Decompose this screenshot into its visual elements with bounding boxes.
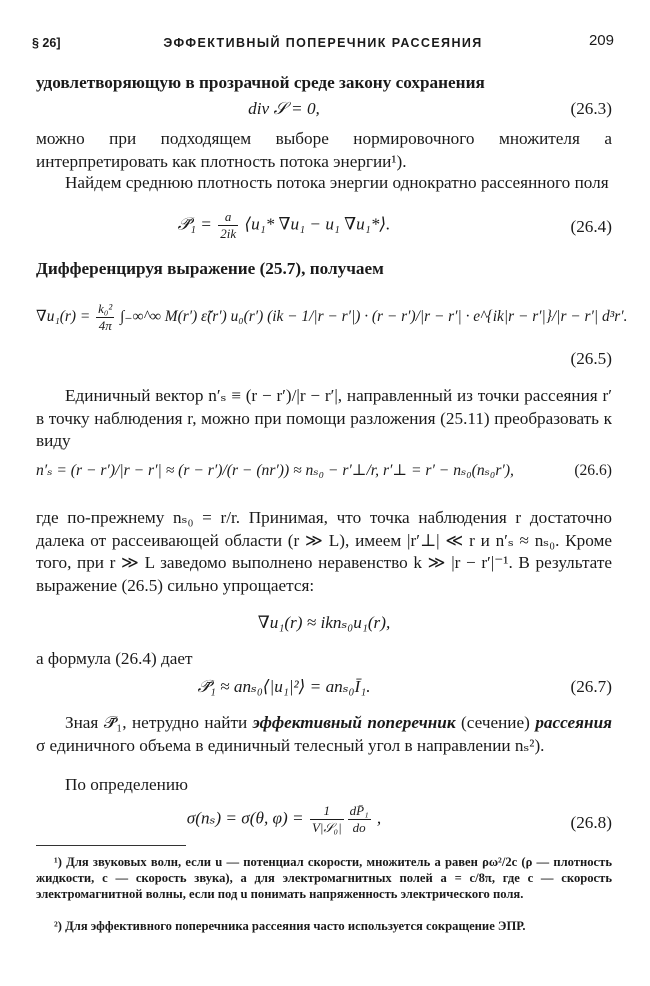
running-title: ЭФФЕКТИВНЫЙ ПОПЕРЕЧНИК РАССЕЯНИЯ xyxy=(163,36,483,50)
equation-formula: 𝒫̄₁ ≈ anₛ₀⟨|u₁|²⟩ = anₛ₀Ī₁. xyxy=(197,677,371,696)
equation-formula: div 𝒮 = 0, xyxy=(248,99,320,118)
equation-number: (26.5) xyxy=(570,349,612,368)
equation-number: (26.8) xyxy=(570,813,612,832)
fraction-numerator: dP̄₁ xyxy=(349,803,369,818)
text-run: (сечение) xyxy=(455,713,536,732)
equation-26-5 xyxy=(36,292,628,354)
paragraph-4: Дифференцируя выражение (25.7), получаем xyxy=(36,259,384,278)
paragraph-3: Найдем среднюю плотность потока энергии однократно рассеянного поля xyxy=(65,173,609,192)
fraction-denominator: 4π xyxy=(98,318,112,333)
equation-26-8 xyxy=(36,804,612,848)
fraction xyxy=(310,804,344,835)
text-run: Зная 𝒫̄₁, нетрудно найти xyxy=(65,713,253,732)
fraction xyxy=(96,302,114,333)
equation-26-5-number-row xyxy=(36,348,612,372)
fraction-numerator: 1 xyxy=(310,804,344,820)
equation-26-6 xyxy=(36,460,612,502)
equation-formula xyxy=(36,804,532,835)
formula-right: ⟨u₁* ∇u₁ − u₁ ∇u₁*⟩. xyxy=(240,214,391,234)
running-header xyxy=(32,30,614,52)
footnote-2: ²) Для эффективного поперечника рассеяния часто используется сокращение ЭПР. xyxy=(54,919,526,933)
equation-formula: ∇u₁(r) ≈ iknₛ₀u₁(r), xyxy=(257,613,391,632)
equation-formula xyxy=(36,210,532,241)
formula-right: ∫₋∞^∞ M(r′) ε̃(r′) u₀(r′) (ik − 1/|r − r′|) · (r − r′)/|r − r′| · e^{ik|r − r′|}/|r − r′| d³r′. xyxy=(116,308,628,326)
fraction-numerator: a xyxy=(218,210,238,226)
equation-26-4 xyxy=(36,209,612,254)
equation-formula xyxy=(36,301,628,333)
equation-number: (26.3) xyxy=(570,99,612,118)
equation-number: (26.4) xyxy=(570,217,612,236)
equation-formula: n′ₛ = (r − r′)/|r − r′| ≈ (r − r′)/(r − (nr′)) ≈ nₛ₀ − r′⊥/r, r′⊥ = r′ − nₛ₀(nₛ₀r′), xyxy=(36,462,514,479)
paragraph-1: удовлетворяющую в прозрачной среде закону сохранения xyxy=(36,73,485,92)
paragraph-2: можно при подходящем выборе нормировочного множителя a интерпретировать как плотность потока энергии¹). xyxy=(36,129,612,171)
emphasized-term: эффективный поперечник xyxy=(252,713,456,732)
paragraph-6: где по-прежнему nₛ₀ = r/r. Принимая, что точка наблюдения r достаточно далека от рассеивающей области (r ≫ L), имеем |r′⊥| ≪ r и n′ₛ ≈ nₛ₀. Кроме того, при r ≫ L заведомо выполнено неравенство k ≫ |r − r′|⁻¹. В результате выражение (26.5) сильно упрощается: xyxy=(36,508,612,595)
formula-left: 𝒫̄₁ = xyxy=(177,214,217,234)
text-run: σ единичного объема в единичный телесный угол в направлении nₛ²). xyxy=(36,735,545,755)
equation-number: (26.6) xyxy=(574,462,612,479)
page-number: 209 xyxy=(588,32,614,49)
equation-number: (26.7) xyxy=(570,677,612,696)
paragraph-9: По определению xyxy=(65,775,188,794)
fraction-denominator: 2ik xyxy=(220,226,237,241)
footnote-divider xyxy=(36,845,186,846)
formula-right: , xyxy=(372,808,382,828)
footnote-1: ¹) Для звуковых волн, если u — потенциал скорости, множитель a равен ρω²/2c (ρ — плотность жидкости, c — скорость звука), а для электромагнитных полей a = c/8π, где c — скорость электромагнитной волны, если под u понимать напряженность электрического поля. xyxy=(36,855,612,901)
paragraph-7: а формула (26.4) дает xyxy=(36,649,193,668)
emphasized-term: рассеяния xyxy=(535,713,612,732)
paragraph-8 xyxy=(36,712,612,757)
formula-left: σ(nₛ) = σ(θ, φ) = xyxy=(186,808,308,828)
fraction xyxy=(348,804,371,835)
section-marker: § 26] xyxy=(32,36,61,50)
paragraph-5: Единичный вектор n′ₛ ≡ (r − r′)/|r − r′|, направленный из точки рассеяния r′ в точку наблюдения r, можно при помощи разложения (25.11) преобразовать к виду xyxy=(36,386,612,451)
formula-left: ∇u₁(r) = xyxy=(36,308,95,326)
fraction-denominator: V|𝒮₀| xyxy=(311,820,342,835)
fraction xyxy=(218,210,238,241)
fraction-denominator: do xyxy=(352,820,366,835)
fraction-numerator: k₀² xyxy=(98,301,113,316)
